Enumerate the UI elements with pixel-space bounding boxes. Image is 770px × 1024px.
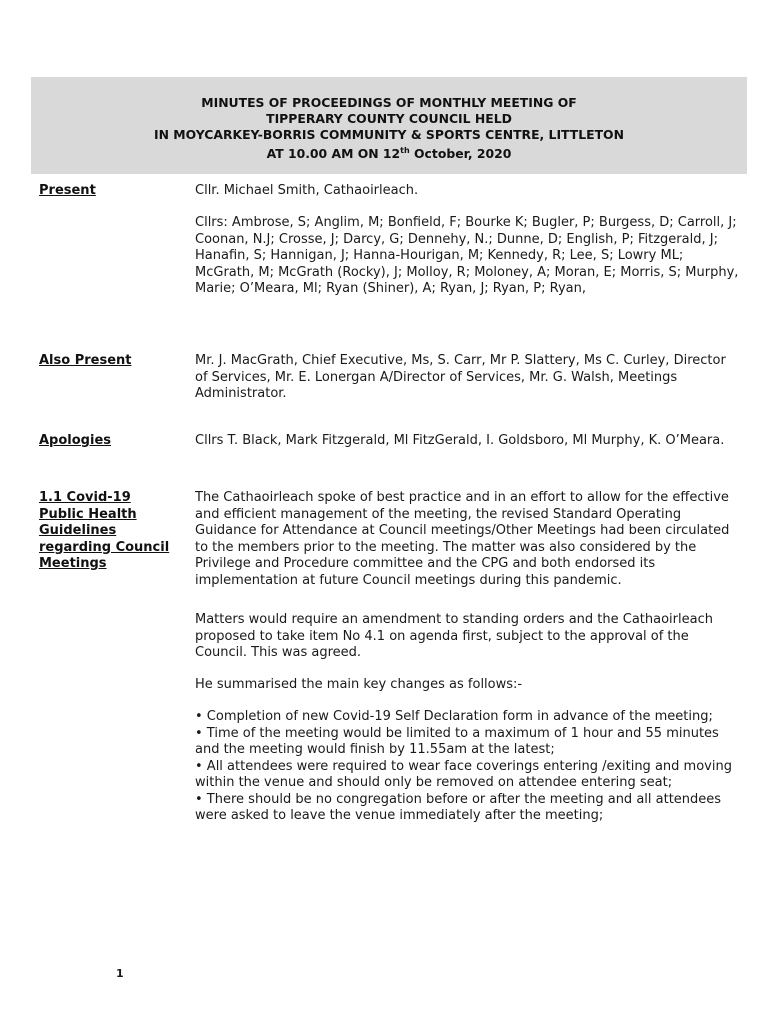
apologies-paragraph: Cllrs T. Black, Mark Fitzgerald, Ml FitzGerald, I. Goldsboro, Ml Murphy, K. O’Meara. xyxy=(195,433,725,448)
title-date-suffix: October, 2020 xyxy=(409,146,512,162)
item-1-1-para-1-text: The Cathaoirleach spoke of best practice and in an effort to allow for the effective and efficient management of the meeting, the revised Standard Operating Guidance for Attendance at Council meetings/Other Meetings had been circulated to the members prior to the meeting. The matter was also considered by the Privilege and Procedure committee and the CPG and both endorsed its implementation at future Council meetings during this pandemic. xyxy=(195,490,730,588)
item-1-1-label-line-2: Public Health xyxy=(39,506,137,522)
title-header xyxy=(31,77,747,174)
page-number: 1 xyxy=(116,967,124,980)
title-line-2: TIPPERARY COUNTY COUNCIL HELD xyxy=(266,111,512,126)
item-1-1-para-3 xyxy=(195,677,740,694)
item-1-1-para-3-text: He summarised the main key changes as follows:- xyxy=(195,677,523,692)
item-1-1-label-line-3: Guidelines xyxy=(39,523,117,538)
apologies-text xyxy=(195,433,740,450)
item-1-1-label-line-4: regarding Council xyxy=(39,539,170,555)
present-chair xyxy=(195,183,740,200)
item-1-1-para-2-text: Matters would require an amendment to standing orders and the Cathaoirleach proposed to take item No 4.1 on agenda first, subject to the approval of the Council. This was agreed. xyxy=(195,612,713,660)
bullet-item: • All attendees were required to wear face coverings entering /exiting and moving within the venue and should only be removed on attendee entering seat; xyxy=(195,758,732,790)
present-chair-text: Cllr. Michael Smith, Cathaoirleach. xyxy=(195,183,419,198)
present-members-text: Cllrs: Ambrose, S; Anglim, M; Bonfield, F; Bourke K; Bugler, P; Burgess, D; Carroll, J; Coonan, N.J; Crosse, J; Darcy, G; Dennehy, N.; Dunne, D; English, P; Fitzgerald, J; Hanafin, S; Hannigan, J; Hanna-Hourigan, M; Kennedy, R; Lee, S; Lowry ML; McGrath, M; McGrath (Rocky), J; Molloy, R; Moloney, A; Moran, E; Morris, S; Murphy, Marie; O’Meara, Ml; Ryan (Shiner), A; Ryan, J; Ryan, P; Ryan, xyxy=(195,215,739,296)
present-label: Present xyxy=(39,183,96,198)
title-line-4 xyxy=(31,143,747,162)
item-1-1-para-2 xyxy=(195,612,740,662)
title-line-3: IN MOYCARKEY-BORRIS COMMUNITY & SPORTS CENTRE, LITTLETON xyxy=(154,127,624,142)
title-line-1: MINUTES OF PROCEEDINGS OF MONTHLY MEETING OF xyxy=(201,95,577,110)
also-present-label: Also Present xyxy=(39,353,132,368)
apologies-label: Apologies xyxy=(39,433,112,448)
bullet-item: • There should be no congregation before or after the meeting and all attendees were asked to leave the venue immediately after the meeting; xyxy=(195,791,722,823)
item-1-1-label-line-5: Meetings xyxy=(39,556,107,571)
title-date-prefix: AT 10.00 AM ON 12 xyxy=(266,146,401,162)
bullet-item: • Completion of new Covid-19 Self Declaration form in advance of the meeting; xyxy=(195,709,713,724)
bullet-item: • Time of the meeting would be limited to a maximum of 1 hour and 55 minutes and the meeting would finish by 11.55am at the latest; xyxy=(195,725,719,757)
also-present-paragraph: Mr. J. MacGrath, Chief Executive, Ms, S. Carr, Mr P. Slattery, Ms C. Curley, Director of Services, Mr. E. Lonergan A/Director of Services, Mr. G. Walsh, Meetings Administrator. xyxy=(195,353,726,401)
also-present-text xyxy=(195,353,740,403)
item-1-1-para-1 xyxy=(195,490,740,589)
item-1-1-bullet-list xyxy=(195,709,740,825)
present-members xyxy=(195,215,740,298)
item-1-1-label-line-1: 1.1 Covid-19 xyxy=(39,490,131,505)
title-date-superscript: th xyxy=(400,146,410,155)
